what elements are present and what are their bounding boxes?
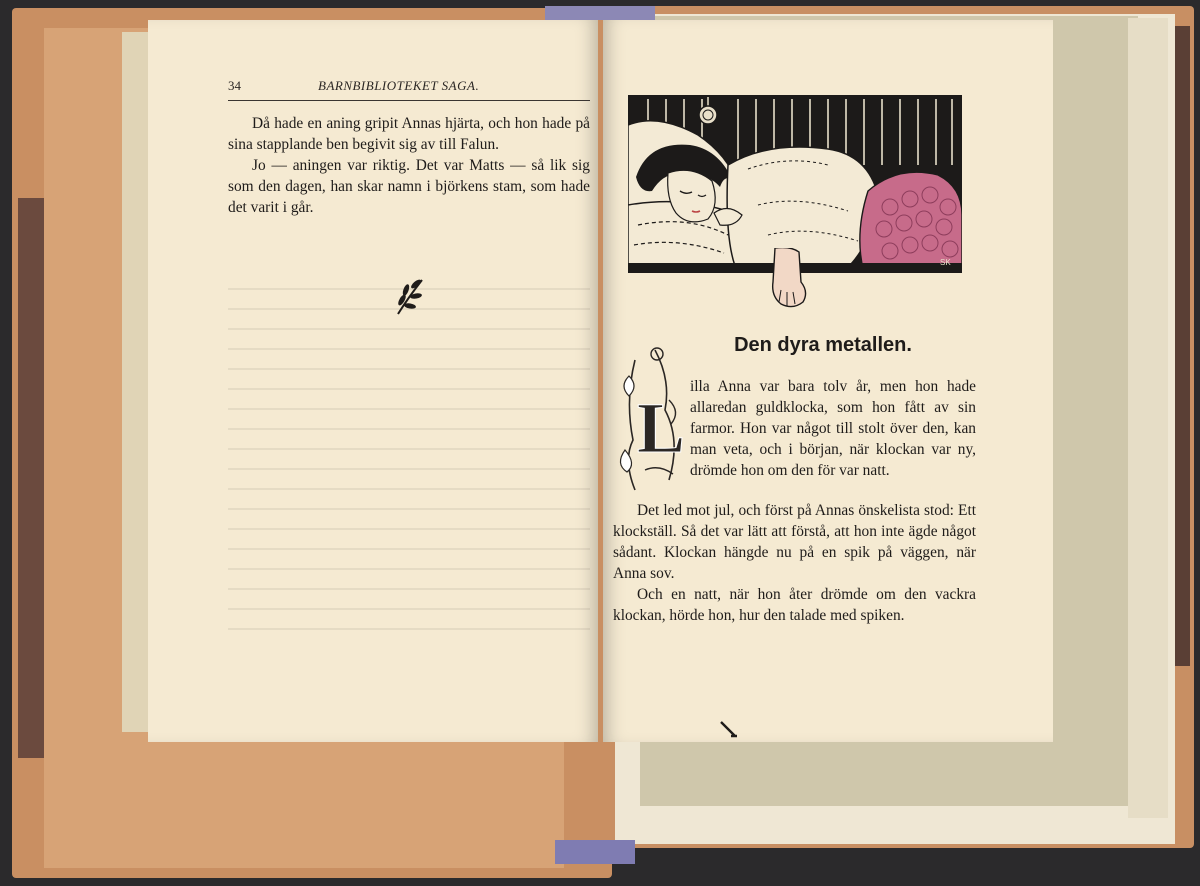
paragraph: Då hade en aning gripit Annas hjärta, och hon hade på sina stapplande ben begivit sig av till Falun. [228,115,590,153]
page-number: 34 [228,78,241,93]
paragraph: Och en natt, när hon åter drömde om den vackra klockan, hörde hon, hur den talade med spiken. [613,586,976,624]
left-page [148,20,598,742]
paragraph: Det led mot jul, och först på Annas önskelista stod: Ett klockställ. Så det var lätt att förstå, att hon inte ägde något sådant. Klockan hängde nu på en spik på väggen, när Anna sov. [613,502,976,582]
pencil-mark [717,718,741,740]
dangling-hand [765,248,813,310]
decorated-initial-icon [615,340,685,500]
headband [545,6,655,20]
tailband [555,840,635,864]
paragraph: Jo — aningen var riktig. Det var Matts — så lik sig som den dagen, han skar namn i björkens stam, som hade det varit i går. [228,157,590,216]
page-header [228,78,590,101]
drop-cap-letter: L [637,388,685,468]
intro-paragraph [690,376,976,481]
show-through-text [228,270,590,690]
left-body-text [228,113,590,218]
chapter-title: Den dyra metallen. [734,334,912,356]
paragraph: illa Anna var bara tolv år, men hon hade allaredan guldklocka, som hon fått av sin farmor. Hon var något till stolt över den, kan man veta, och i början, när klockan var ny, drömde hon om den för var natt. [690,378,976,479]
right-body-text [613,500,976,626]
right-page [603,20,1053,742]
sleeping-girl-illustration [628,95,962,273]
page-edges [1128,18,1168,818]
running-title: BARNBIBLIOTEKET SAGA. [318,78,480,93]
artist-signature: SK [940,258,951,267]
